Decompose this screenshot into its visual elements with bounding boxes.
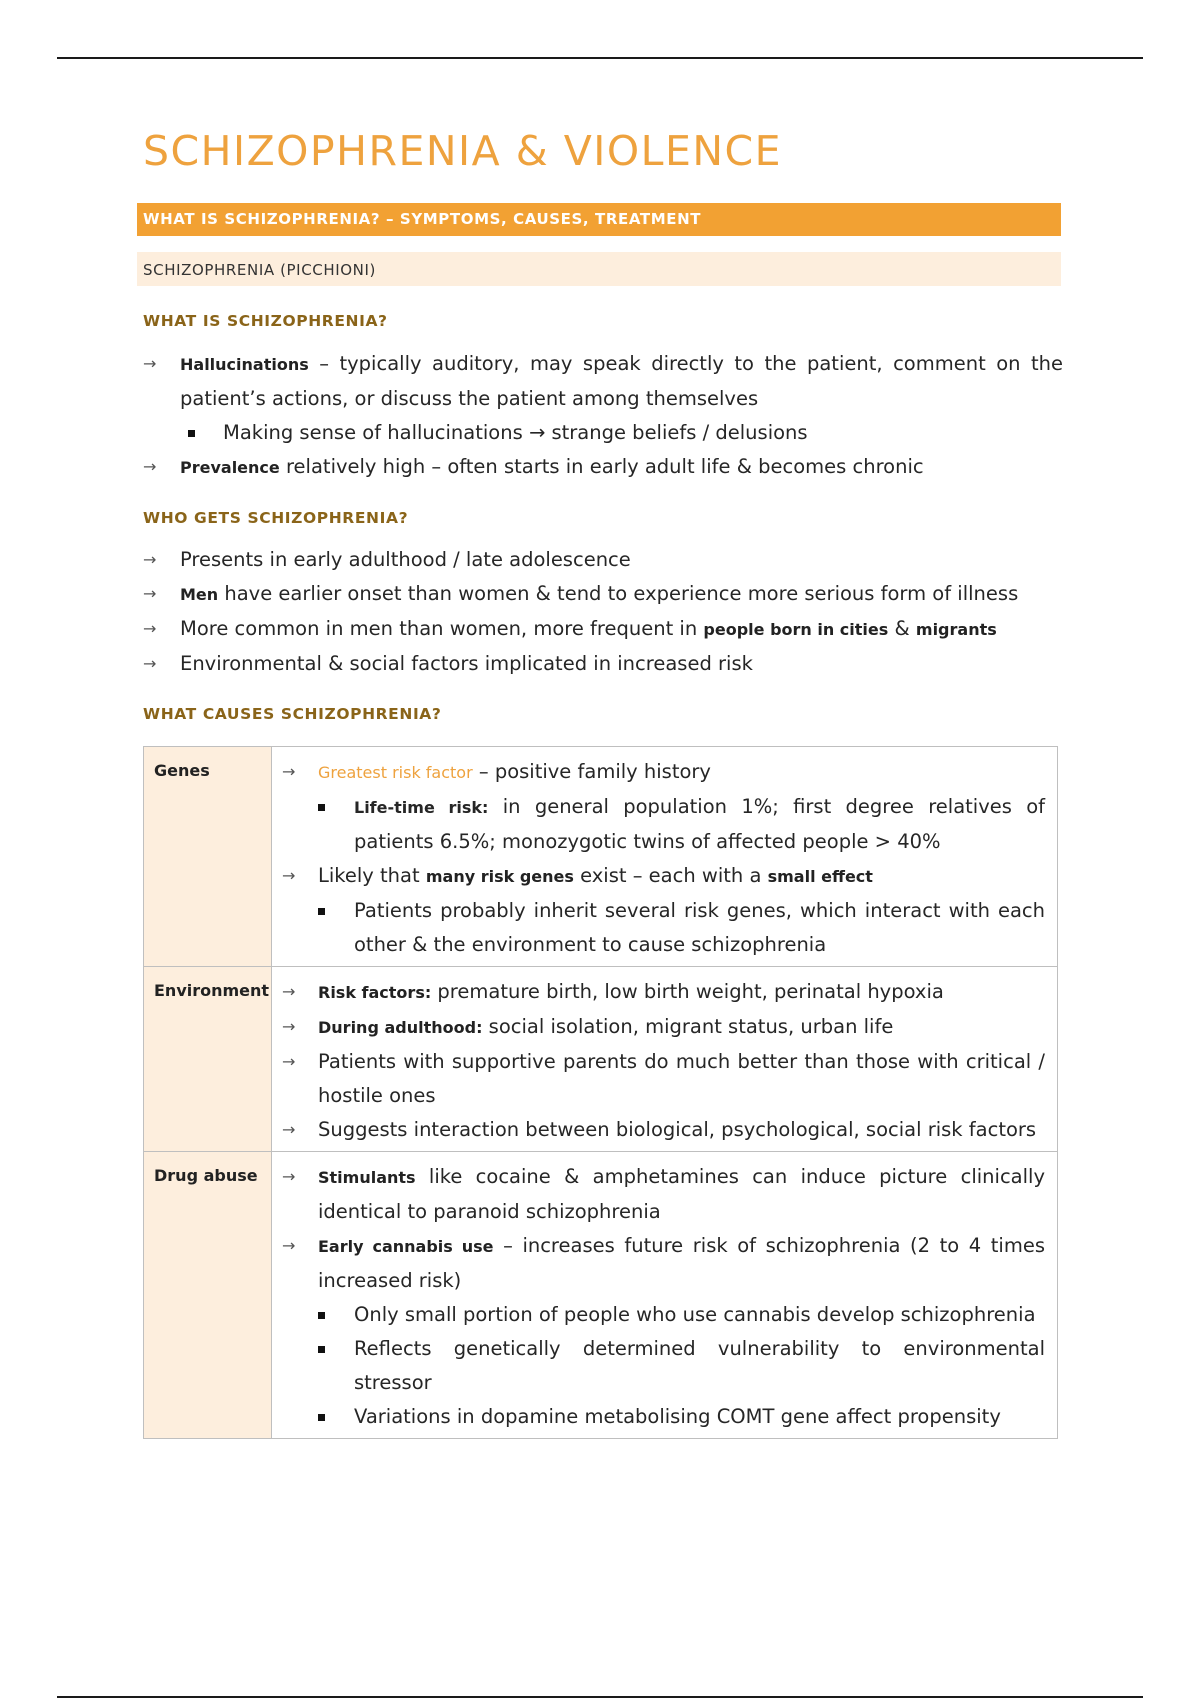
causes-table [143,746,1058,1439]
arrow-icon: → [143,654,157,674]
list-subitem: Life-time risk: in general population 1%; first degree relatives of patients 6.5%; monozygotic twins of affected people > 40% [282,790,1045,859]
list-item: → Environmental & social factors implicated in increased risk [143,647,1063,681]
list-subitem: Variations in dopamine metabolising COMT gene affect propensity [282,1400,1045,1434]
list-item: → Greatest risk factor – positive family history [282,755,1045,790]
row-label-drug-abuse: Drug abuse [144,1152,272,1439]
list-item: → Presents in early adulthood / late adolescence [143,543,1063,577]
square-bullet-icon [188,430,195,437]
list-item: → Early cannabis use – increases future risk of schizophrenia (2 to 4 times increased risk) [282,1229,1045,1298]
list-subitem: Only small portion of people who use cannabis develop schizophrenia [282,1298,1045,1332]
list-item: → Likely that many risk genes exist – each with a small effect [282,859,1045,894]
list-item: → During adulthood: social isolation, migrant status, urban life [282,1010,1045,1045]
section-heading-bar: WHAT IS SCHIZOPHRENIA? – SYMPTOMS, CAUSES, TREATMENT [137,203,1061,236]
arrow-icon: → [282,1167,296,1187]
heading-what-is: WHAT IS SCHIZOPHRENIA? [143,312,388,331]
list-item: → Risk factors: premature birth, low birth weight, perinatal hypoxia [282,975,1045,1010]
list-item: → Men have earlier onset than women & tend to experience more serious form of illness [143,577,1063,612]
arrow-icon: → [282,1120,296,1140]
arrow-icon: → [143,550,157,570]
square-bullet-icon [318,804,325,811]
bottom-rule [57,1696,1143,1698]
arrow-icon: → [282,1052,296,1072]
square-bullet-icon [318,1414,325,1421]
arrow-icon: → [282,1236,296,1256]
arrow-icon: → [282,1017,296,1037]
list-item: → Suggests interaction between biological, psychological, social risk factors [282,1113,1045,1147]
square-bullet-icon [318,1346,325,1353]
square-bullet-icon [318,1312,325,1319]
top-rule [57,57,1143,59]
arrow-icon: → [143,457,157,477]
heading-what-causes: WHAT CAUSES SCHIZOPHRENIA? [143,705,442,724]
row-body-genes [272,747,1058,967]
heading-who-gets: WHO GETS SCHIZOPHRENIA? [143,509,409,528]
list-subitem: Patients probably inherit several risk genes, which interact with each other & the environment to cause schizophrenia [282,894,1045,962]
row-body-drug-abuse [272,1152,1058,1439]
arrow-icon: → [143,619,157,639]
arrow-icon: → [143,354,157,374]
row-label-genes: Genes [144,747,272,967]
row-body-environment [272,967,1058,1152]
page-title: SCHIZOPHRENIA & VIOLENCE [143,127,783,175]
table-row [144,967,1058,1152]
list-subitem: Reflects genetically determined vulnerability to environmental stressor [282,1332,1045,1400]
who-gets-list [143,543,1063,681]
arrow-icon: → [143,584,157,604]
list-item: → Stimulants like cocaine & amphetamines can induce picture clinically identical to paranoid schizophrenia [282,1160,1045,1229]
arrow-icon: → [282,982,296,1002]
what-is-list [143,347,1063,485]
square-bullet-icon [318,908,325,915]
arrow-icon: → [282,866,296,886]
document-body [143,128,1063,1439]
list-item: → Hallucinations – typically auditory, may speak directly to the patient, comment on the patient’s actions, or discuss the patient among themselves [143,347,1063,416]
arrow-icon: → [282,762,296,782]
list-subitem: Making sense of hallucinations → strange beliefs / delusions [143,416,1063,450]
list-item: → More common in men than women, more frequent in people born in cities & migrants [143,612,1063,647]
subsection-heading-bar: SCHIZOPHRENIA (PICCHIONI) [137,252,1061,286]
row-label-environment: Environment [144,967,272,1152]
table-row [144,747,1058,967]
list-item: → Prevalence relatively high – often starts in early adult life & becomes chronic [143,450,1063,485]
table-row [144,1152,1058,1439]
list-item: → Patients with supportive parents do much better than those with critical / hostile ones [282,1045,1045,1113]
